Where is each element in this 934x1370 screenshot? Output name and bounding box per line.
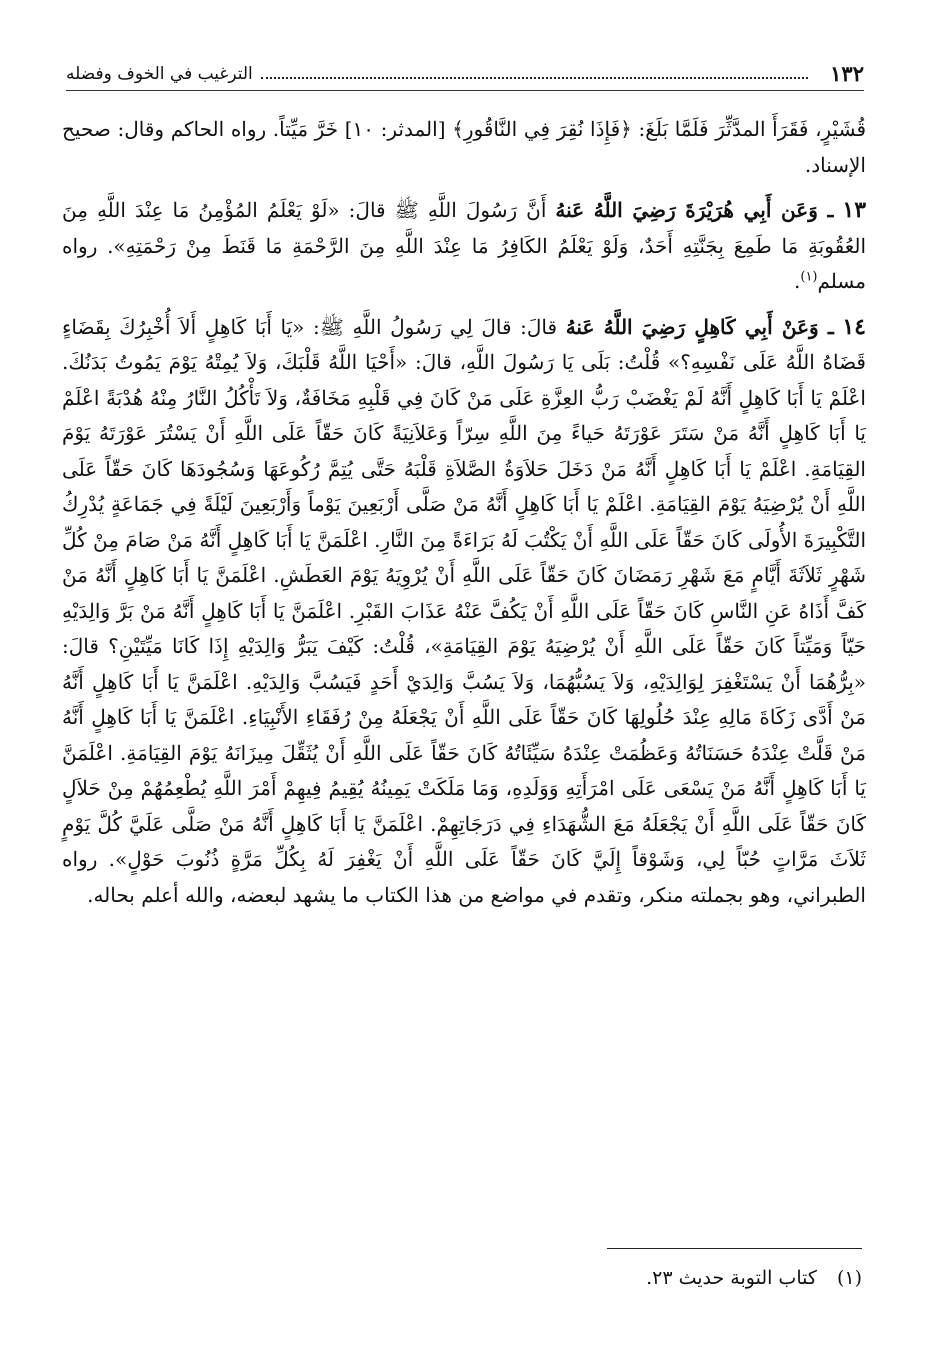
paragraph-text: قُشَيْرٍ، فَقَرَأَ المدَّثِّرَ فَلَمَّا بَلَغَ: ﴿فَإِذَا نُقِرَ فِي النَّاقُورِ﴾ [المدثر: ١٠] خَرَّ مَيِّتاً. رواه الحاكم وقال: صحيح الإسناد. xyxy=(62,117,866,177)
running-head-title: الترغيب في الخوف وفضله xyxy=(66,64,253,84)
main-text xyxy=(62,112,866,923)
page-number: ١٣٢ xyxy=(830,61,864,86)
header-dot-leader xyxy=(261,77,808,79)
footnote-text: كتاب التوبة حديث ٢٣. xyxy=(646,1267,817,1289)
footnote-separator xyxy=(607,1248,862,1249)
hadith-narrator: ـ وَعَن أَبِي هُرَيْرَةَ رَضِيَ اللَّهُ عَنهُ xyxy=(555,198,834,222)
hadith-number: ١٣ xyxy=(842,197,867,223)
footnote-marker: (١) xyxy=(836,1267,862,1289)
hadith-number: ١٤ xyxy=(842,313,866,340)
paragraph-continuation xyxy=(62,112,866,183)
hadith-narrator: ـ وَعَنْ أَبِي كَاهِلٍ رَضِيَ اللَّهُ عَنهُ xyxy=(565,314,834,339)
footnote-reference[interactable]: (١) xyxy=(800,269,818,285)
running-head xyxy=(66,56,864,86)
hadith-text: قالَ: قالَ لِي رَسُولُ اللَّهِ ﷺ: «يَا أَبَا كَاهِلٍ أَلاَ أُخْبِرُكَ بِقَضَاءٍ قَضَاهُ اللَّهُ عَلَى نَفْسِهِ؟» قُلْتُ: بَلَى يَا رَسُولَ اللَّهِ، قالَ: «أَحْيَا اللَّهُ قَلْبَكَ، وَلاَ يُمِتْهُ يَوْمَ يَمُوتُ بَدَنُكَ. اعْلَمْ يَا أَبَا كَاهِلٍ أَنَّهُ لَمْ يَغْضَبْ رَبُّ العِزَّةِ عَلَى مَنْ كَانَ فِي قَلْبِهِ مَخَافَةٌ، وَلاَ تَأْكُلُ النَّارُ مِنْهُ هُدْبَةً اعْلَمْ يَا أَبَا كَاهِلٍ أَنَّهُ مَنْ سَتَرَ عَوْرَتَهُ حَياءً مِنَ اللَّهِ سِرّاً وَعَلاَنِيَةً كَانَ حَقّاً عَلَى اللَّهِ أَنْ يَسْتُرَ عَوْرَتَهُ يَوْمَ القِيَامَةِ. اعْلَمْ يَا أَبَا كَاهِلٍ أَنَّهُ مَنْ دَخَلَ حَلاَوَةُ الصَّلاَةِ قَلْبَهُ حَتَّى يُتِمَّ رُكُوعَهَا وَسُجُودَهَا كَانَ حَقّاً عَلَى اللَّهِ أَنْ يُرْضِيَهُ يَوْمَ القِيَامَةِ. اعْلَمْ يَا أَبَا كَاهِلٍ أَنَّهُ مَنْ صَلَّى أَرْبَعِينَ يَوْماً وَأَرْبَعِينَ لَيْلَةً فِي جَمَاعَةٍ يُدْرِكُ التَّكْبِيرَةَ الأُولَى كَانَ حَقّاً عَلَى اللَّهِ أَنْ يَكْتُبَ لَهُ بَرَاءَةً مِنَ النَّارِ. اعْلَمَنَّ يَا أَبَا كَاهِلٍ أَنَّهُ مَنْ صَامَ مِنْ كُلِّ شَهْرٍ ثَلاَثَةَ أَيَّامٍ مَعَ شَهْرِ رَمَضَانَ كَانَ حَقّاً عَلَى اللَّهِ أَنْ يُرْوِيَهُ يَوْمَ العَطَشِ. اعْلَمَنَّ يَا أَبَا كَاهِلٍ أَنَّهُ مَنْ كَفَّ أَذَاهُ عَنِ النَّاسِ كَانَ حَقّاً عَلَى اللَّهِ أَنْ يَكُفَّ عَنْهُ عَذَابَ القَبْرِ. اعْلَمَنَّ يَا أَبَا كَاهِلٍ أَنَّهُ مَنْ بَرَّ وَالِدَيْهِ حَيّاً وَمَيِّتاً كَانَ حَقّاً عَلَى اللَّهِ أَنْ يُرْضِيَهُ يَوْمَ القِيَامَةِ»، قُلْتُ: كَيْفَ يَبَرُّ وَالِدَيْهِ إِذَا كَانَا مَيِّتَيْنِ؟ قالَ: «بِرُّهُمَا أَنْ يَسْتَغْفِرَ لِوَالِدَيْهِ، وَلاَ يَسُبُّهُمَا، وَلاَ يَسُبَّ وَالِدَيْ أَحَدٍ فَيَسُبَّ وَالِدَيْهِ. اعْلَمَنَّ يَا أَبَا كَاهِلٍ أَنَّهُ مَنْ أَدَّى زَكَاةَ مَالِهِ عِنْدَ حُلُولِهَا كَانَ حَقّاً عَلَى اللَّهِ أَنْ يَجْعَلَهُ مِنْ رُفَقَاءِ الأَنْبِيَاءِ. اعْلَمَنَّ يَا أَبَا كَاهِلٍ أَنَّهُ مَنْ قَلَّتْ عِنْدَهُ حَسَنَاتُهُ وَعَظُمَتْ عِنْدَهُ سَيِّئَاتُهُ كَانَ حَقّاً عَلَى اللَّهِ أَنْ يُثَقِّلَ مِيزَانَهُ يَوْمَ القِيَامَةِ. اعْلَمَنَّ يَا أَبَا كَاهِلٍ أَنَّهُ مَنْ يَسْعَى عَلَى امْرَأَتِهِ وَوَلَدِهِ، وَمَا مَلَكَتْ يَمِينُهُ يُقِيمُ فِيهِمْ أَمْرَ اللَّهِ يُطْعِمُهُمْ مِنْ حَلاَلٍ كَانَ حَقّاً عَلَى اللَّهِ أَنْ يَجْعَلَهُ مَعَ الشُّهَدَاءِ فِي دَرَجَاتِهِمْ. اعْلَمَنَّ يَا أَبَا كَاهِلٍ أَنَّهُ مَنْ صَلَّى عَلَيَّ كُلَّ يَوْمٍ ثَلاَثَ مَرَّاتٍ حُبّاً لِي، وَشَوْقاً إِلَيَّ كَانَ حَقّاً عَلَى اللَّهِ أَنْ يَغْفِرَ لَهُ بِكُلِّ مَرَّةٍ ذُنُوبَ حَوْلٍ». رواه الطبراني، وهو بجملته منكر، وتقدم في مواضع من هذا الكتاب ما يشهد لبعضه، والله أعلم بحاله. xyxy=(62,314,867,907)
hadith-14 xyxy=(62,310,866,914)
hadith-13: ١٣ ـ وَعَن أَبِي هُرَيْرَةَ رَضِيَ اللَّهُ عَنهُ أَنَّ رَسُولَ اللَّهِ ﷺ قالَ: «لَوْ يَعْلَمُ المُؤْمِنُ مَا عِنْدَ اللَّهِ مِنَ العُقُوبَةِ مَا طَمِعَ بِجَنَّتِهِ أَحَدٌ، وَلَوْ يَعْلَمُ الكَافِرُ مَا عِنْدَ اللَّهِ مِنَ الرَّحْمَةِ مَا قَنَطَ مِنْ رَحْمَتِهِ». رواه مسلم$^{(١)}$. xyxy=(62,197,867,293)
header-rule xyxy=(66,90,864,91)
hadith-text: أَنَّ رَسُولَ اللَّهِ ﷺ قالَ: «لَوْ يَعْلَمُ المُؤْمِنُ مَا عِنْدَ اللَّهِ مِنَ العُقُوبَةِ مَا طَمِعَ بِجَنَّتِهِ أَحَدٌ، وَلَوْ يَعْلَمُ الكَافِرُ مَا عِنْدَ اللَّهِ مِنَ الرَّحْمَةِ مَا قَنَطَ مِنْ رَحْمَتِهِ». رواه مسلم xyxy=(62,198,867,293)
footnote xyxy=(300,1264,862,1292)
